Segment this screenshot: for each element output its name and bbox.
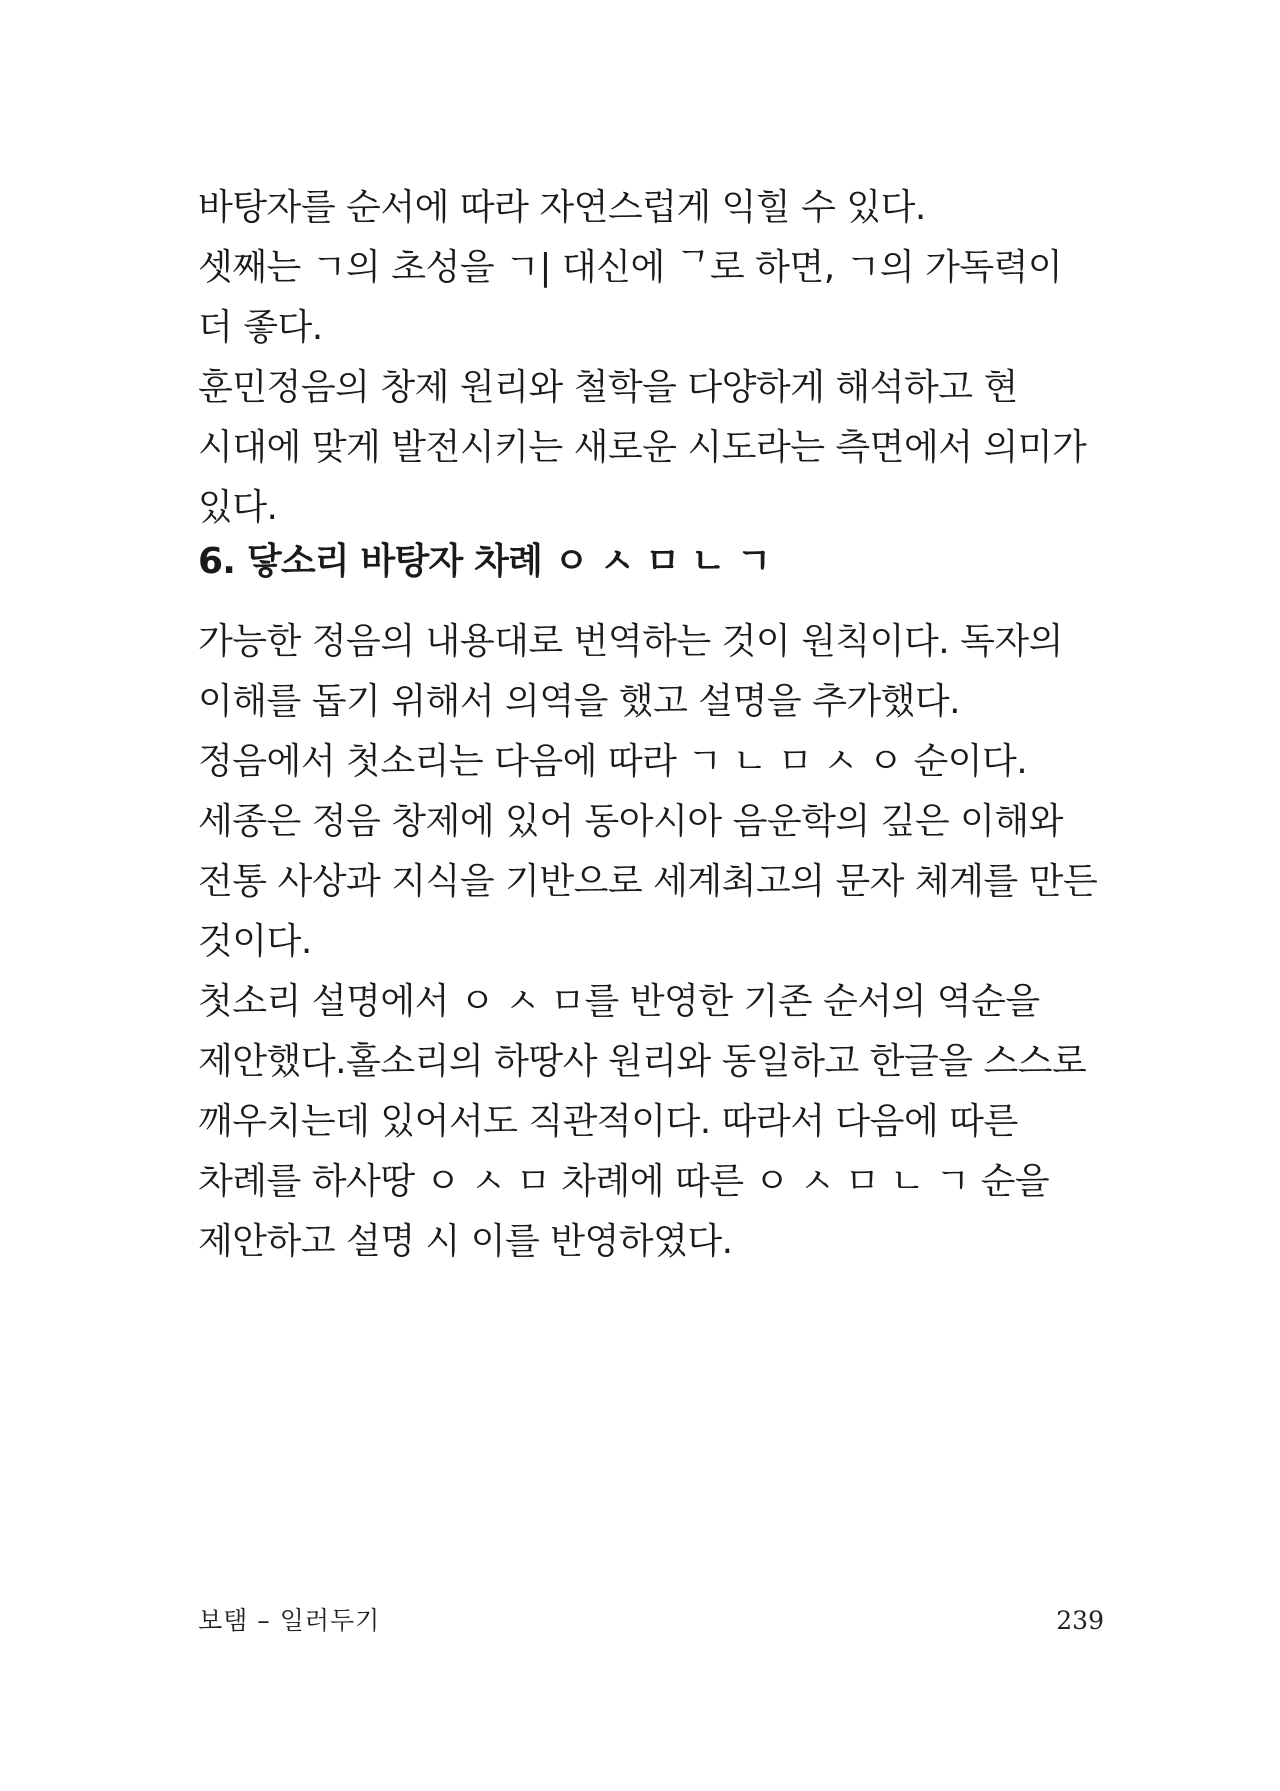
running-title: 보탬 – 일러두기 <box>198 1606 381 1635</box>
paragraph: 첫소리 설명에서 ㅇ ㅅ ㅁ를 반영한 기존 순서의 역순을 제안했다.홀소리의 하땅사 원리와 동일하고 한글을 스스로 깨우치는데 있어서도 직관적이다. 따라서 다음에 따른 차례를 하사땅 ㅇ ㅅ ㅁ 차례에 따른 ㅇ ㅅ ㅁ ㄴ ㄱ 순을 제안하고 설명 시 이를 반영하였다. <box>198 981 1087 1262</box>
paragraph: 셋째는 ㄱ의 초성을 ㄱ| 대신에 ᄀ로 하면, ㄱ의 가독력이 더 좋다. <box>198 247 1063 348</box>
top-text-block <box>198 178 1098 538</box>
page-number: 239 <box>1056 1606 1104 1635</box>
bottom-text-block <box>198 612 1098 1272</box>
paragraph: 바탕자를 순서에 따라 자연스럽게 익힐 수 있다. <box>198 187 926 228</box>
section-heading: 6. 닿소리 바탕자 차례 ㅇ ㅅ ㅁ ㄴ ㄱ <box>198 541 771 582</box>
paragraph: 훈민정음의 창제 원리와 철학을 다양하게 해석하고 현 시대에 맞게 발전시키는 새로운 시도라는 측면에서 의미가 있다. <box>198 367 1087 528</box>
paragraph: 가능한 정음의 내용대로 번역하는 것이 원칙이다. 독자의 이해를 돕기 위해서 의역을 했고 설명을 추가했다. <box>198 621 1063 722</box>
paragraph: 정음에서 첫소리는 다음에 따라 ㄱ ㄴ ㅁ ㅅ ㅇ 순이다. 세종은 정음 창제에 있어 동아시아 음운학의 깊은 이해와 전통 사상과 지식을 기반으로 세계최고의 문자 체계를 만든 것이다. <box>198 741 1098 962</box>
